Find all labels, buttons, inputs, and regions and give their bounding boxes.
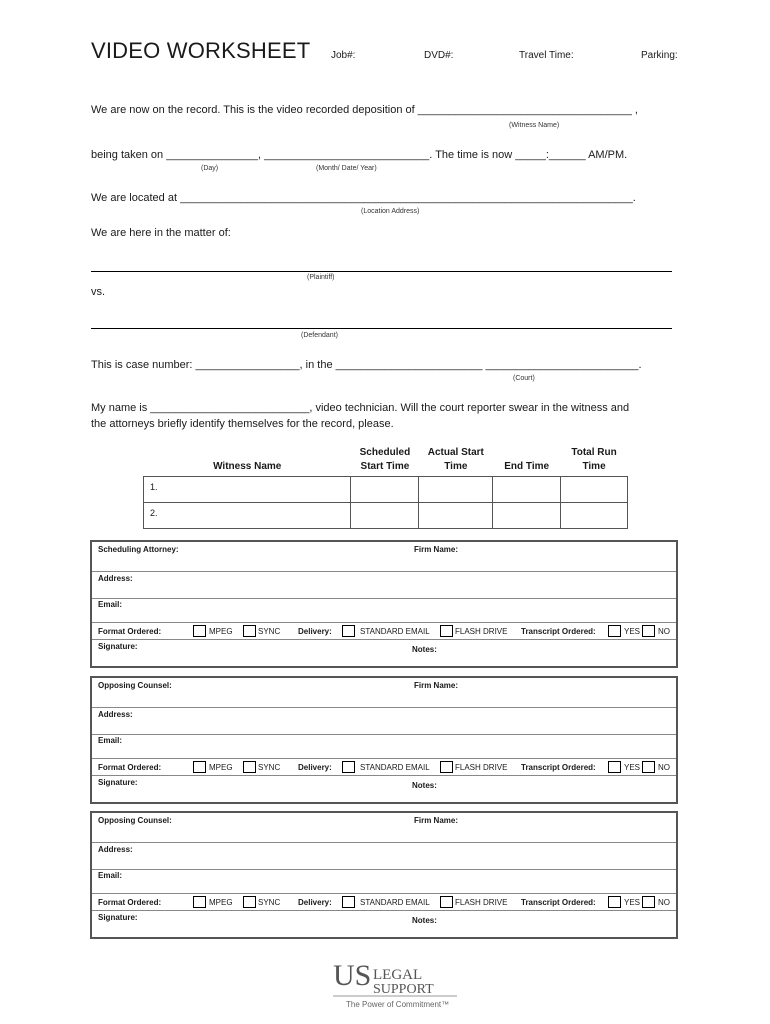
witness-cell[interactable]: 1. (144, 477, 351, 503)
flash-drive-checkbox[interactable] (440, 625, 453, 637)
row-divider (92, 775, 676, 776)
address-label[interactable]: Address: (98, 710, 133, 719)
flash-drive-checkbox[interactable] (440, 896, 453, 908)
format-ordered-label: Format Ordered: (98, 627, 162, 636)
date-time-line[interactable]: being taken on _______________, ___________________________. The time is now _____:______ AM/PM. (91, 149, 628, 161)
email-label[interactable]: Email: (98, 600, 123, 609)
transcript-no-checkbox[interactable] (642, 761, 655, 773)
location-caption: (Location Address) (361, 208, 420, 215)
transcript-ordered-label: Transcript Ordered: (521, 763, 596, 772)
day-caption: (Day) (201, 165, 219, 172)
vs-label: vs. (91, 286, 106, 298)
mpeg-checkbox[interactable] (193, 896, 206, 908)
actual-start-cell[interactable] (419, 477, 493, 503)
sync-option-label: SYNC (258, 627, 281, 636)
row-divider (92, 842, 676, 843)
actual-start-cell[interactable] (419, 503, 493, 529)
delivery-label: Delivery: (298, 627, 332, 636)
mpeg-checkbox[interactable] (193, 625, 206, 637)
flash-drive-option-label: FLASH DRIVE (455, 763, 508, 772)
standard-email-option-label: STANDARD EMAIL (360, 627, 430, 636)
defendant-caption: (Defendant) (301, 332, 338, 339)
flash-drive-checkbox[interactable] (440, 761, 453, 773)
scheduled-start-cell[interactable] (351, 477, 419, 503)
firm-name-label[interactable]: Firm Name: (414, 816, 459, 825)
no-option-label: NO (658, 627, 670, 636)
firm-name-label[interactable]: Firm Name: (414, 681, 459, 690)
address-label[interactable]: Address: (98, 574, 133, 583)
party-label[interactable]: Opposing Counsel: (98, 816, 172, 825)
logo-tagline-text: The Power of Commitment™ (346, 1000, 450, 1009)
total-run-cell[interactable] (561, 503, 628, 529)
witness-table (143, 446, 628, 529)
date-caption: (Month/ Date/ Year) (316, 165, 377, 172)
no-option-label: NO (658, 898, 670, 907)
row-divider (92, 622, 676, 623)
format-ordered-label: Format Ordered: (98, 898, 162, 907)
no-option-label: NO (658, 763, 670, 772)
job-number-field[interactable]: Job#: (331, 50, 356, 61)
opposing-counsel-box (90, 811, 678, 939)
defendant-line[interactable] (91, 328, 672, 329)
witness-cell[interactable]: 2. (144, 503, 351, 529)
row-divider (92, 639, 676, 640)
mpeg-checkbox[interactable] (193, 761, 206, 773)
us-legal-support-logo (333, 955, 457, 1013)
standard-email-option-label: STANDARD EMAIL (360, 898, 430, 907)
logo-us-text: US (333, 959, 372, 992)
sync-checkbox[interactable] (243, 625, 256, 637)
witness-name-header: Witness Name (213, 461, 282, 472)
sync-checkbox[interactable] (243, 761, 256, 773)
total-run-header: Total Run Time (571, 447, 617, 472)
row-divider (92, 707, 676, 708)
dvd-number-field[interactable]: DVD#: (424, 50, 454, 61)
yes-option-label: YES (624, 898, 641, 907)
travel-time-field[interactable]: Travel Time: (519, 50, 574, 61)
row-divider (92, 758, 676, 759)
delivery-label: Delivery: (298, 898, 332, 907)
firm-name-label[interactable]: Firm Name: (414, 545, 459, 554)
scheduling-attorney-box (90, 540, 678, 668)
scheduled-start-cell[interactable] (351, 503, 419, 529)
party-label[interactable]: Opposing Counsel: (98, 681, 172, 690)
notes-label[interactable]: Notes: (412, 645, 437, 654)
table-row (144, 477, 628, 503)
address-label[interactable]: Address: (98, 845, 133, 854)
standard-email-checkbox[interactable] (342, 625, 355, 637)
transcript-no-checkbox[interactable] (642, 896, 655, 908)
signature-label[interactable]: Signature: (98, 642, 138, 651)
parking-field[interactable]: Parking: (641, 50, 678, 61)
standard-email-checkbox[interactable] (342, 896, 355, 908)
logo-support-text: SUPPORT (373, 982, 434, 997)
row-divider (92, 910, 676, 911)
total-run-cell[interactable] (561, 477, 628, 503)
sync-option-label: SYNC (258, 763, 281, 772)
end-time-cell[interactable] (493, 477, 561, 503)
row-divider (92, 893, 676, 894)
signature-label[interactable]: Signature: (98, 778, 138, 787)
row-divider (92, 598, 676, 599)
actual-start-header: Actual Start Time (427, 447, 484, 472)
standard-email-checkbox[interactable] (342, 761, 355, 773)
row-divider (92, 734, 676, 735)
case-number-line[interactable]: This is case number: _________________, in the ________________________ _________________________. (91, 359, 642, 371)
mpeg-option-label: MPEG (209, 627, 233, 636)
logo-legal-text: LEGAL (373, 967, 423, 983)
transcript-ordered-label: Transcript Ordered: (521, 898, 596, 907)
sync-checkbox[interactable] (243, 896, 256, 908)
standard-email-option-label: STANDARD EMAIL (360, 763, 430, 772)
technician-line[interactable]: My name is __________________________, video technician. Will the court reporter swear in the witness and (91, 402, 630, 414)
transcript-yes-checkbox[interactable] (608, 761, 621, 773)
row-divider (92, 571, 676, 572)
location-line[interactable]: We are located at __________________________________________________________________________. (91, 192, 636, 204)
transcript-yes-checkbox[interactable] (608, 625, 621, 637)
signature-label[interactable]: Signature: (98, 913, 138, 922)
transcript-no-checkbox[interactable] (642, 625, 655, 637)
mpeg-option-label: MPEG (209, 898, 233, 907)
transcript-ordered-label: Transcript Ordered: (521, 627, 596, 636)
flash-drive-option-label: FLASH DRIVE (455, 898, 508, 907)
opposing-counsel-box (90, 676, 678, 804)
yes-option-label: YES (624, 763, 641, 772)
sync-option-label: SYNC (258, 898, 281, 907)
court-caption: (Court) (513, 375, 535, 382)
notes-label[interactable]: Notes: (412, 781, 437, 790)
plaintiff-line[interactable] (91, 271, 672, 272)
scheduled-start-header: Scheduled Start Time (359, 447, 411, 472)
mpeg-option-label: MPEG (209, 763, 233, 772)
email-label[interactable]: Email: (98, 736, 123, 745)
flash-drive-option-label: FLASH DRIVE (455, 627, 508, 636)
end-time-header: End Time (504, 461, 550, 472)
matter-heading: We are here in the matter of: (91, 227, 231, 239)
row-divider (92, 869, 676, 870)
witness-name-caption: (Witness Name) (509, 122, 560, 129)
email-label[interactable]: Email: (98, 871, 123, 880)
yes-option-label: YES (624, 627, 641, 636)
party-label[interactable]: Scheduling Attorney: (98, 545, 179, 554)
plaintiff-caption: (Plaintiff) (307, 274, 335, 281)
transcript-yes-checkbox[interactable] (608, 896, 621, 908)
record-statement-line[interactable]: We are now on the record. This is the video recorded deposition of ___________________________________ , (91, 104, 638, 116)
end-time-cell[interactable] (493, 503, 561, 529)
technician-line-2: the attorneys briefly identify themselves for the record, please. (91, 418, 394, 430)
notes-label[interactable]: Notes: (412, 916, 437, 925)
format-ordered-label: Format Ordered: (98, 763, 162, 772)
table-row (144, 503, 628, 529)
page-title: VIDEO WORKSHEET (91, 38, 311, 63)
delivery-label: Delivery: (298, 763, 332, 772)
